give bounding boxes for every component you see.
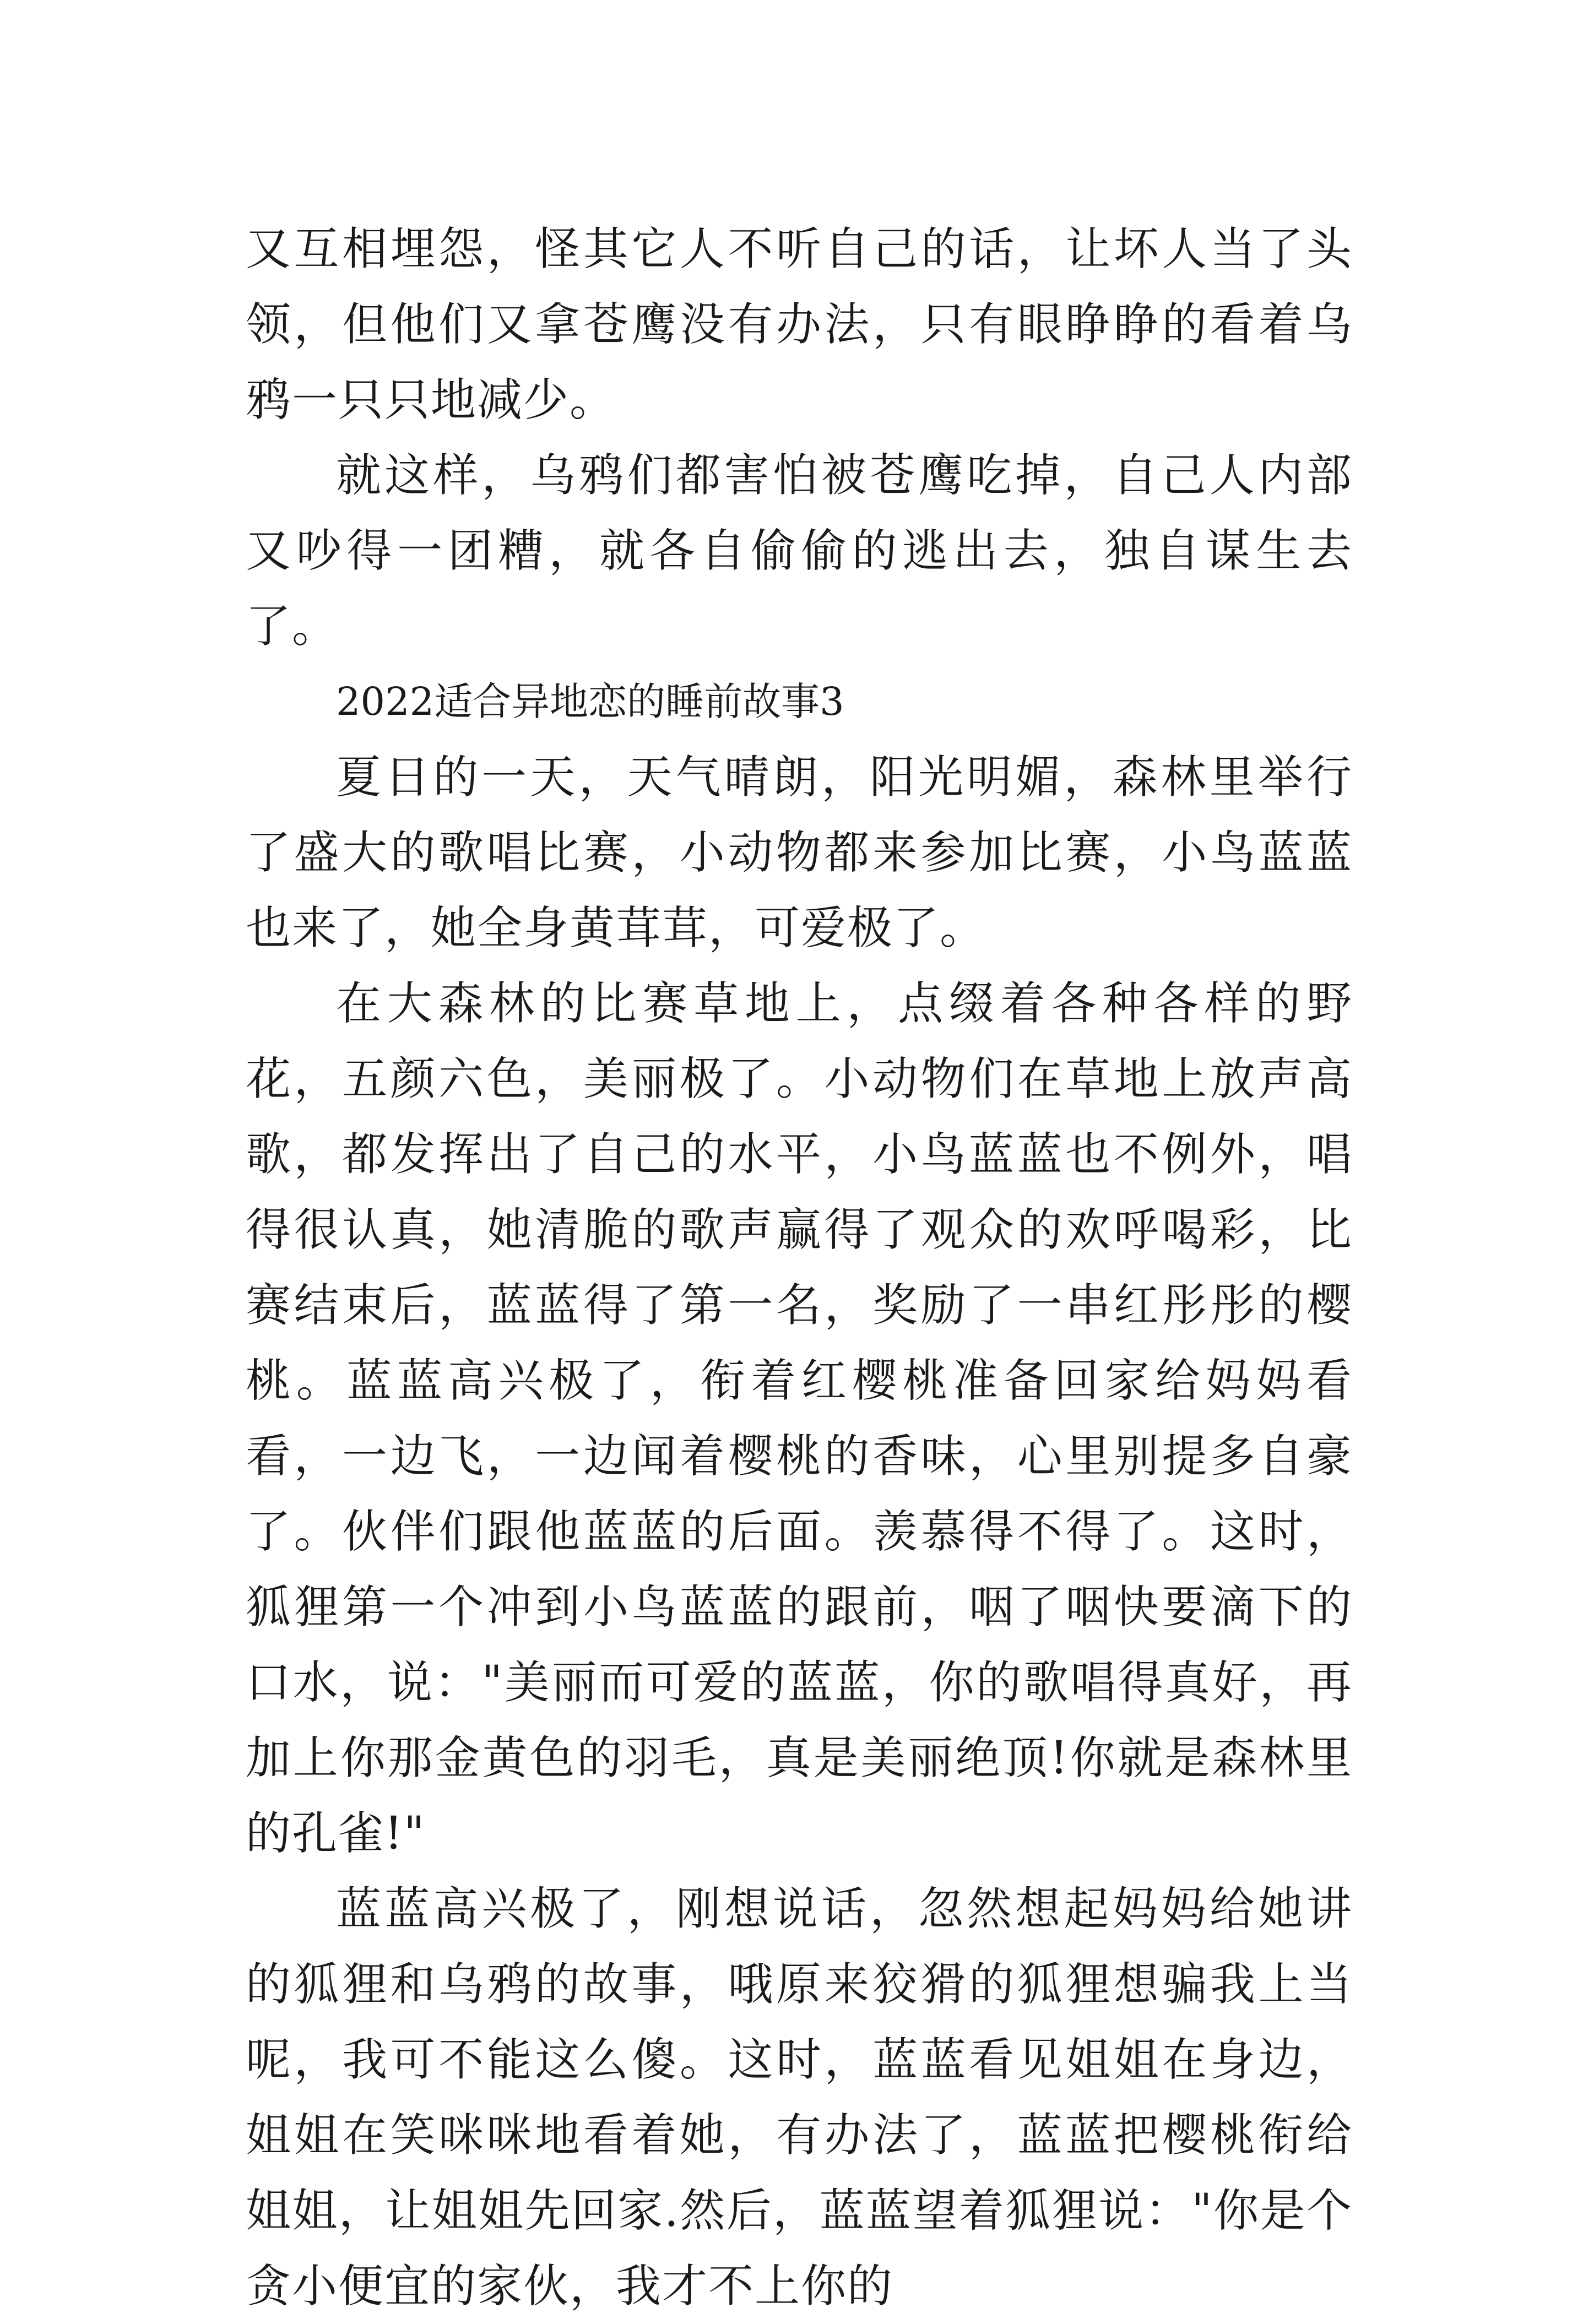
paragraph: 蓝蓝高兴极了，刚想说话，忽然想起妈妈给她讲的狐狸和乌鸦的故事，哦原来狡猾的狐狸想骗我上当呢，我可不能这么傻。这时，蓝蓝看见姐姐在身边，姐姐在笑咪咪地看着她，有办法了，蓝蓝把樱桃衔给姐姐，让姐姐先回家.然后，蓝蓝望着狐狸说："你是个贪小便宜的家伙，我才不上你的 <box>246 1883 1353 2312</box>
paragraph: 就这样，乌鸦们都害怕被苍鹰吃掉，自己人内部又吵得一团糟，就各自偷偷的逃出去，独自谋生去了。 <box>246 449 1353 653</box>
paragraph: 夏日的一天，天气晴朗，阳光明媚，森林里举行了盛大的歌唱比赛，小动物都来参加比赛，小鸟蓝蓝也来了，她全身黄茸茸，可爱极了。 <box>246 751 1353 954</box>
paragraph: 在大森林的比赛草地上，点缀着各种各样的野花，五颜六色，美丽极了。小动物们在草地上放声高歌，都发挥出了自己的水平，小鸟蓝蓝也不例外，唱得很认真，她清脆的歌声赢得了观众的欢呼喝彩，比赛结束后，蓝蓝得了第一名，奖励了一串红彤彤的樱桃。蓝蓝高兴极了，衔着红樱桃准备回家给妈妈看看，一边飞，一边闻着樱桃的香味，心里别提多自豪了。伙伴们跟他蓝蓝的后面。羡慕得不得了。这时，狐狸第一个冲到小鸟蓝蓝的跟前，咽了咽快要滴下的口水，说："美丽而可爱的蓝蓝，你的歌唱得真好，再加上你那金黄色的羽毛，真是美丽绝顶!你就是森林里的孔雀!" <box>246 978 1353 1860</box>
section-heading: 2022适合异地恋的睡前故事3 <box>336 679 844 724</box>
document-body <box>246 211 1353 2324</box>
paragraph-continuation: 又互相埋怨，怪其它人不听自己的话，让坏人当了头领，但他们又拿苍鹰没有办法，只有眼睁睁的看着乌鸦一只只地减少。 <box>246 223 1353 426</box>
